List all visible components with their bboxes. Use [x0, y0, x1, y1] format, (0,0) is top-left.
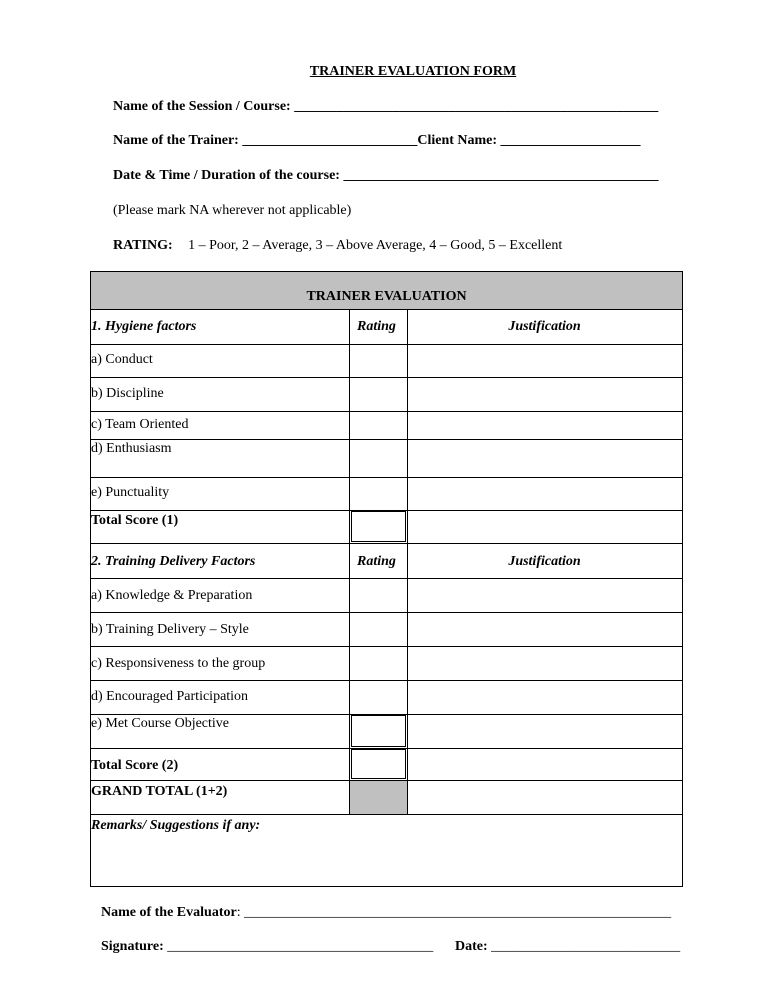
trainer-name-blank[interactable]: _________________________ [242, 133, 418, 148]
session-course-field[interactable] [113, 98, 658, 116]
session-course-label: Name of the Session / Course: [113, 99, 291, 114]
item-encouraged-participation: d) Encouraged Participation [91, 689, 249, 704]
total-score-2-cell[interactable] [351, 749, 406, 779]
item-team-oriented: c) Team Oriented [91, 417, 189, 432]
signature-label: Signature: [101, 939, 164, 954]
section2-title: 2. Training Delivery Factors [91, 554, 256, 569]
client-name-blank[interactable]: ____________________ [500, 133, 641, 148]
evaluator-colon: : [236, 905, 241, 920]
remarks-label: Remarks/ Suggestions if any: [91, 818, 261, 833]
rating-label: RATING: [113, 238, 173, 253]
section2-justification-header: Justification [508, 554, 581, 569]
item-met-course-objective: e) Met Course Objective [91, 716, 230, 731]
client-name-label: Client Name: [417, 133, 498, 148]
total-score-1-cell[interactable] [351, 511, 406, 542]
date-duration-field[interactable] [113, 167, 658, 185]
section2-rating-header: Rating [357, 554, 396, 569]
date-field[interactable] [455, 938, 680, 956]
item-enthusiasm: d) Enthusiasm [91, 441, 172, 456]
date-duration-blank[interactable]: _____________________________________________ [343, 168, 659, 183]
date-label: Date: [455, 939, 488, 954]
form-title: TRAINER EVALUATION FORM [309, 64, 517, 79]
total-score-2-label: Total Score (2) [91, 758, 179, 773]
item-conduct: a) Conduct [91, 352, 153, 367]
evaluator-blank[interactable]: _____________________________________________________________ [240, 905, 672, 920]
evaluator-field[interactable] [101, 904, 671, 922]
grand-total-rating-cell[interactable] [350, 781, 407, 814]
date-duration-label: Date & Time / Duration of the course: [113, 168, 340, 183]
signature-field[interactable] [101, 938, 433, 956]
session-course-blank[interactable]: ____________________________________________________ [294, 99, 659, 114]
table-header: TRAINER EVALUATION [306, 289, 467, 304]
section1-title: 1. Hygiene factors [91, 319, 197, 334]
section1-justification-header: Justification [508, 319, 581, 334]
item-knowledge-preparation: a) Knowledge & Preparation [91, 588, 253, 603]
trainer-client-field[interactable] [113, 132, 641, 150]
date-blank[interactable]: ___________________________ [491, 939, 681, 954]
trainer-name-label: Name of the Trainer: [113, 133, 239, 148]
remarks-area[interactable] [91, 835, 682, 886]
item-responsiveness: c) Responsiveness to the group [91, 656, 266, 671]
evaluator-label: Name of the Evaluator [101, 905, 237, 920]
rating-scale-line [113, 237, 562, 255]
total-score-2-entry-cell[interactable] [351, 715, 406, 747]
total-score-1-label: Total Score (1) [91, 513, 179, 528]
na-note: (Please mark NA wherever not applicable) [113, 203, 352, 218]
signature-blank[interactable]: ______________________________________ [167, 939, 434, 954]
rating-scale: 1 – Poor, 2 – Average, 3 – Above Average, 4 – Good, 5 – Excellent [188, 238, 563, 253]
item-training-delivery-style: b) Training Delivery – Style [91, 622, 249, 637]
item-punctuality: e) Punctuality [91, 485, 170, 500]
grand-total-label: GRAND TOTAL (1+2) [91, 784, 228, 799]
section1-rating-header: Rating [357, 319, 396, 334]
item-discipline: b) Discipline [91, 386, 164, 401]
